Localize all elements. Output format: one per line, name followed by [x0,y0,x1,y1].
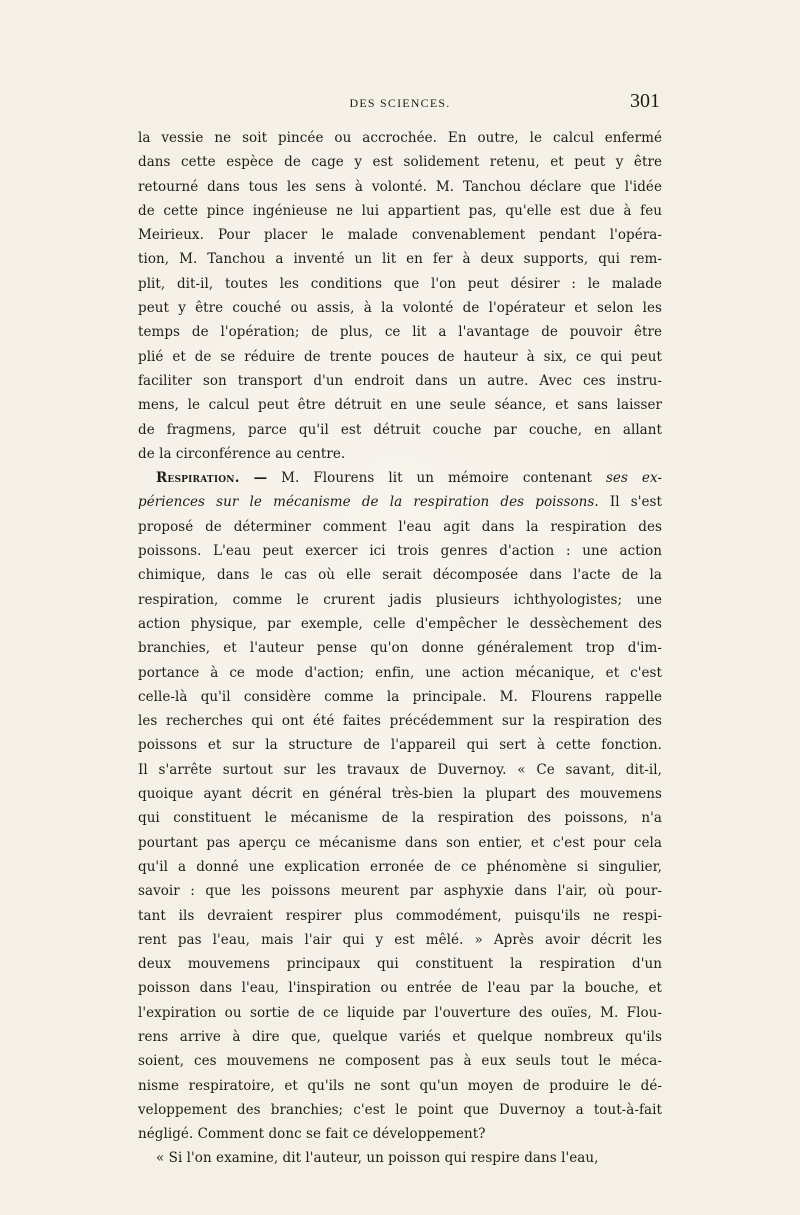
text-line: l'expiration ou sortie de ce liquide par l'ouverture des ouïes, M. Flou- [138,1004,662,1021]
respiration-second-line [138,490,662,514]
text-line: plit, dit-il, toutes les conditions que l'on peut désirer : le malade [138,275,662,292]
text-line: quoique ayant décrit en général très-bien la plupart des mouvemens [138,786,662,803]
text-line: qui constituent le mécanisme de la respiration des poissons, n'a [138,810,662,827]
text-line: pourtant pas aperçu ce mécanisme dans son entier, et c'est pour cela [138,834,662,851]
text-line: poisson dans l'eau, l'inspiration ou entrée de l'eau par la bouche, et [138,980,662,997]
text-line: peut y être couché ou assis, à la volonté de l'opérateur et selon les [138,300,662,317]
text-line: poissons et sur la structure de l'appareil qui sert à cette fonction. [138,737,662,754]
text-line: tant ils devraient respirer plus commodément, puisqu'ils ne respi- [138,907,662,924]
text-line: de cette pince ingénieuse ne lui appartient pas, qu'elle est due à feu [138,202,662,219]
text-line: action physique, par exemple, celle d'empêcher le dessèchement des [138,615,662,632]
running-title: DES SCIENCES. [349,96,451,110]
text-line: portance à ce mode d'action; enfin, une action mécanique, et c'est [138,664,662,681]
text-line: Meirieux. Pour placer le malade convenablement pendant l'opéra- [138,227,662,244]
text-line: respiration, comme le crurent jadis plusieurs ichthyologistes; une [138,591,662,608]
text-line: rent pas l'eau, mais l'air qui y est mêlé. » Après avoir décrit les [138,931,662,948]
page-number: 301 [630,90,660,112]
text-line: qu'il a donné une explication erronée de ce phénomène si singulier, [138,858,662,875]
text-line: soient, ces mouvemens ne composent pas à eux seuls tout le méca- [138,1053,662,1070]
text-line: chimique, dans le cas où elle serait décomposée dans l'acte de la [138,567,662,584]
text-line: celle-là qu'il considère comme la principale. M. Flourens rappelle [138,688,662,705]
text-line: faciliter son transport d'un endroit dans un autre. Avec ces instru- [138,372,662,389]
text-line: les recherches qui ont été faites précédemment sur la respiration des [138,713,662,730]
text-line: rens arrive à dire que, quelque variés et quelque nombreux qu'ils [138,1028,662,1045]
text-line: veloppement des branchies; c'est le point que Duvernoy a tout-à-fait [138,1101,662,1118]
running-head [140,92,660,120]
text-line: nisme respiratoire, et qu'ils ne sont qu'un moyen de produire le dé- [138,1077,662,1094]
text-line: mens, le calcul peut être détruit en une seule séance, et sans laisser [138,397,662,414]
quote-opening-line: « Si l'on examine, dit l'auteur, un poisson qui respire dans l'eau, [156,1150,599,1167]
text-line: branchies, et l'auteur pense qu'on donne généralement trop d'im- [138,640,662,657]
heading-line-text: M. Flourens lit un mémoire contenant [267,470,606,487]
text-line: temps de l'opération; de plus, ce lit a l'avantage de pouvoir être [138,324,662,341]
text-line: la vessie ne soit pincée ou accrochée. En outre, le calcul enfermé [138,130,662,146]
text-line: plié et de se réduire de trente pouces de hauteur à six, ce qui peut [138,348,662,365]
section-heading: Respiration. [156,470,240,487]
memoir-title-part2: périences sur le mécanisme de la respiration des poissons. [138,494,599,511]
respiration-heading-line [138,466,662,490]
em-dash: — [253,470,268,487]
text-line: tion, M. Tanchou a inventé un lit en fer à deux supports, qui rem- [138,251,662,268]
memoir-title-part1: ses ex- [605,470,663,487]
text-line: proposé de déterminer comment l'eau agit dans la respiration des [138,518,662,535]
text-line: négligé. Comment donc se fait ce développement? [138,1126,486,1143]
text-line: dans cette espèce de cage y est solidement retenu, et peut y être [138,154,662,171]
body-text [138,126,662,1171]
second-line-text: Il s'est [598,494,662,511]
text-line: retourné dans tous les sens à volonté. M. Tanchou déclare que l'idée [138,178,662,195]
text-line: deux mouvemens principaux qui constituent la respiration d'un [138,956,662,973]
text-line: de fragmens, parce qu'il est détruit couche par couche, en allant [138,421,662,438]
text-line: de la circonférence au centre. [138,445,346,462]
text-line: Il s'arrête surtout sur les travaux de Duvernoy. « Ce savant, dit-il, [138,761,662,778]
text-line: savoir : que les poissons meurent par asphyxie dans l'air, où pour- [138,883,662,900]
text-line: poissons. L'eau peut exercer ici trois genres d'action : une action [138,543,662,560]
